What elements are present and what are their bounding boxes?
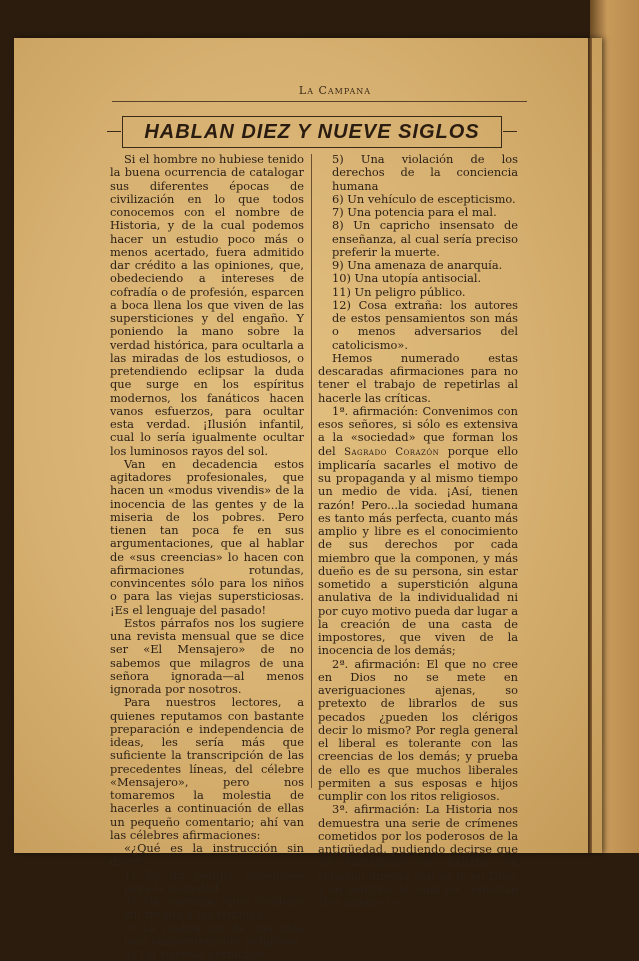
paragraph: Para nuestros lectores, a quienes reputamos con bastante preparación e independencia de ideas, les sería más que suficiente la transcripción de las precedentes líneas, del célebre «Mensajero», pero nos tomaremos la molestia de hacerles a continuación de ellas un pequeño comentario; ahí van las célebres afirmaciones:: [110, 695, 304, 842]
list-item: 11) Un peligro público.: [332, 284, 466, 299]
list-item: 2) Un enemigo que combate sin tregua a las familias.: [124, 894, 304, 922]
list-item: 3) La realización de una idea loca eminentemente peligrosa.: [124, 920, 304, 948]
paragraph: Van en decadencia estos agitadores profesionales, que hacen un «modus vivendis» de la inocencia de las gentes y de la miseria de los pobres. Pero tienen tan poca fe en sus argumentaciones, que al hablar de «sus creencias» lo hacen con afirmaciones rotundas, convincentes sólo para los niños o para las viejas supersticiosas. ¡Es el lenguaje del pasado!: [110, 456, 304, 617]
list-item: 8) Un capricho insensato de enseñanza, al cual sería preciso preferir la muerte.: [332, 218, 518, 259]
paragraph-affirmation-3: 3ª. afirmación: La Historia nos demuestra una serie de crímenes cometidos por los poderosos de la antigüedad, pudiendo decirse que su salvajismo se hallaba en relación directa con su fe en Dios, y en nombre del cual los cometían Hoy mismo re-: [318, 802, 518, 909]
title-box: [122, 116, 502, 148]
list-item: 5) Una violación de los derechos de la conciencia humana: [332, 152, 518, 193]
sagrado-corazon-label: Sagrado Corazón: [344, 446, 440, 458]
left-column: [110, 153, 304, 961]
paragraph: Si el hombre no hubiese tenido la buena ocurrencia de catalogar sus diferentes épocas de civilización en lo que todos conocemos con el nombre de Historia, y de la cual podemos hacer un estudio poco más o menos acertado, fuera admitido dar crédito a las opiniones, que, obedeciendo a intereses de cofradía o de profesión, esparcen a boca llena los que viven de las supersticiones y del engaño. Y poniendo la mano sobre la verdad histórica, para ocultarla a las miradas de los estudiosos, o pretendiendo eclipsar la duda que surge en los espíritus modernos, los fanáticos hacen vanos esfuerzos, para ocultar esta verdad. ¡Ilusión infantil, cual lo sería igualmente ocultar los luminosos rayos del sol.: [110, 152, 304, 458]
paragraph: Hemos numerado estas descaradas afirmaciones para no tener el trabajo de repetirlas al hacerle las críticas.: [318, 350, 518, 405]
list-item: 10) Una utopía antisocial.: [332, 271, 482, 286]
list-item: 6) Un vehículo de escepticismo.: [332, 191, 516, 206]
affirmation-1-rest: porque ello implicaría sacarles el motivo de su propaganda y al mismo tiempo un medio de vida. ¡Así, tienen razón! Pero...la sociedad humana es tanto más perfecta, cuanto más amplio y libre es el conocimiento de sus derechos por cada miembro que la componen, y más dueño es de su persona, sin estar sometido a superstición alguna anulativa de la individualidad ni por cuyo motivo pueda dar lugar a la creación de una casta de impostores, que viven de la inocencia de los demás;: [318, 443, 519, 658]
paragraph-affirmation-2: 2ª. afirmación: El que no cree en Dios no se mete en averiguaciones ajenas, so pretexto de librarlos de sus pecados ¿pueden los clérigos decir lo mismo? Por regla general el liberal es tolerante con las creencias de los demás; y prueba de ello es que muchos liberales permiten a sus esposas e hijos cumplir con los ritos religiosos.: [318, 656, 518, 803]
list-item: 7) Una potencia para el mal.: [332, 205, 497, 219]
running-head: La Campana: [298, 84, 372, 97]
paragraph: Estos párrafos nos los sugiere una revista mensual que se dice ser «El Mensajero» de no sabemos que milagros de una señora ignorada—al menos ignorada por nosotros.: [110, 615, 304, 696]
article-title: HABLAN DIEZ Y NUEVE SIGLOS: [144, 120, 480, 143]
paragraph-affirmation-1: [318, 405, 518, 658]
header-rule: [112, 101, 527, 102]
list-item: 4) Un sistema pernicioso.: [124, 947, 272, 961]
affirmation-1-text: 1ª. afirmación: Convenimos con esos señores, si sólo es extensiva a la «sociedad» que forman los del: [318, 403, 518, 458]
list-item: 1) Es un peligro espantoso para la sociedad.: [124, 867, 304, 895]
list-item: 12) Cosa extraña: los autores de estos pensamientos son más o menos adversarios del catolicismo».: [332, 297, 518, 352]
list-item: 9) Una amenaza de anarquía.: [332, 258, 503, 272]
right-column: [318, 153, 518, 909]
page-fold: [588, 38, 592, 853]
question: «¿Qué es la instrucción sin dios?: [110, 841, 304, 869]
column-divider: [311, 154, 312, 788]
